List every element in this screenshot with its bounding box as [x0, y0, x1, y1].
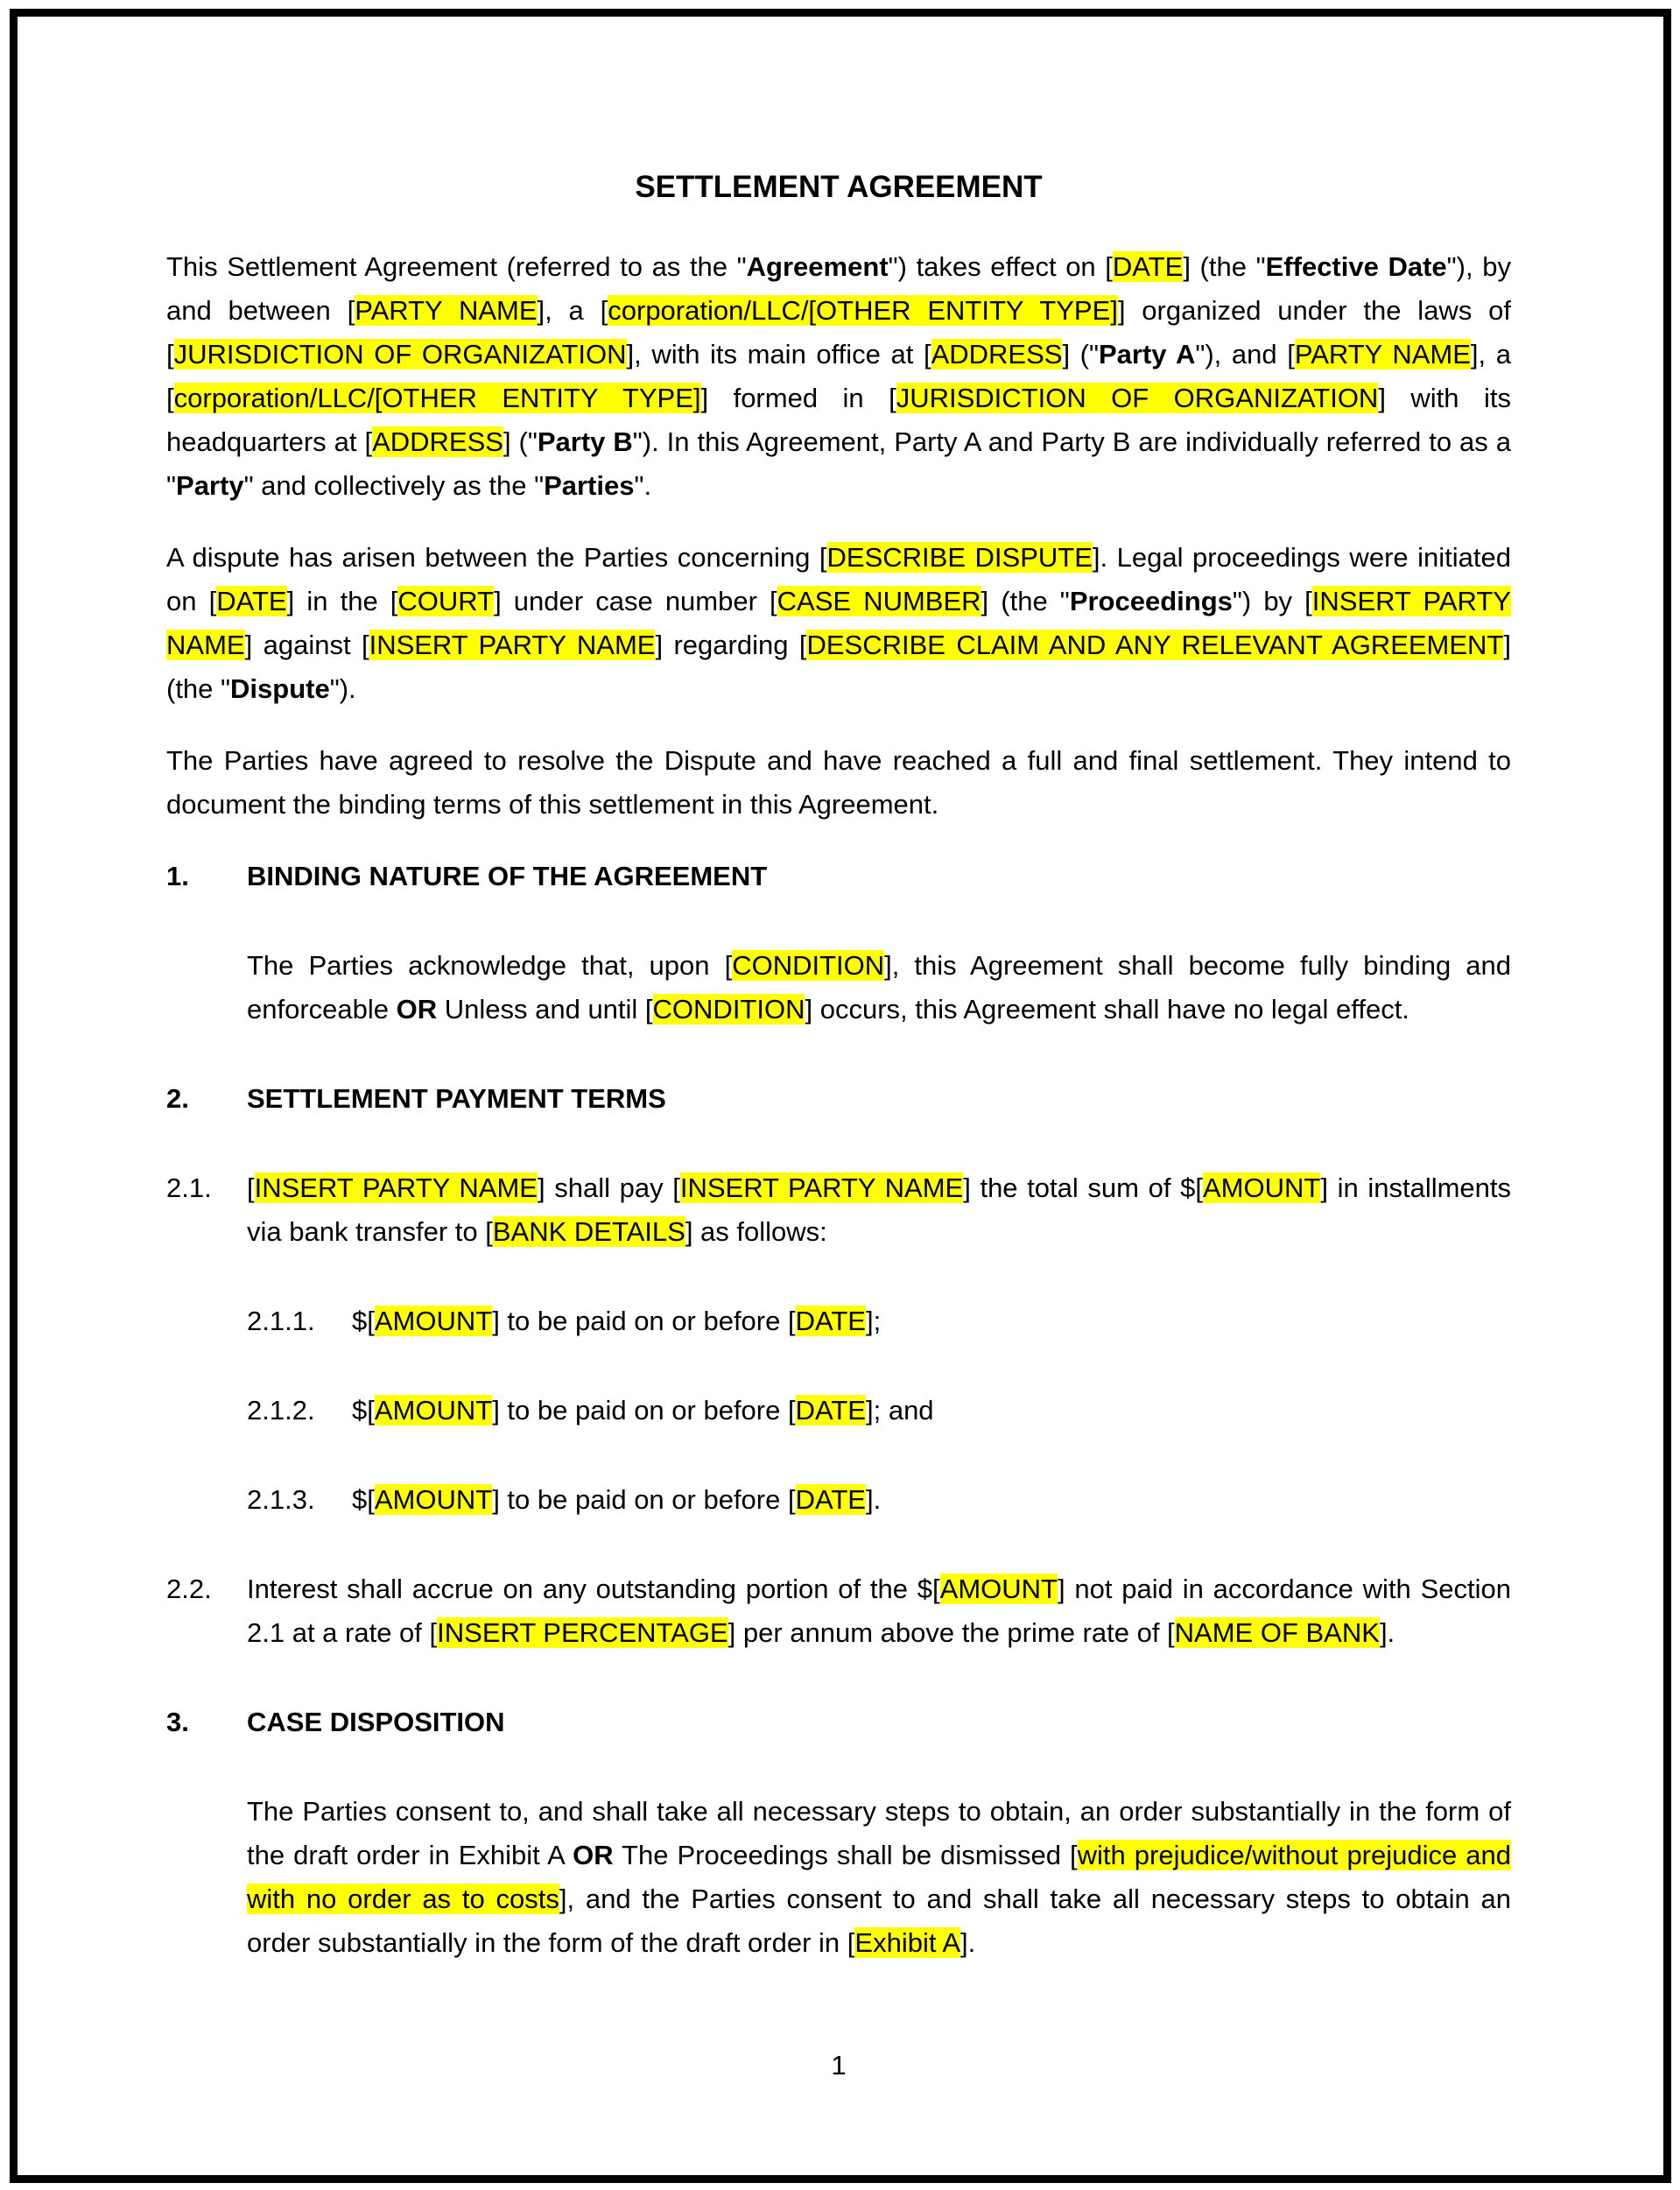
text-run: " and collectively as the " — [243, 470, 545, 501]
text-run: ] as follows: — [685, 1216, 827, 1247]
highlighted-placeholder: ADDRESS — [931, 339, 1063, 370]
highlighted-placeholder: INSERT PERCENTAGE — [437, 1617, 728, 1648]
text-run: The Proceedings shall be dismissed [ — [613, 1840, 1078, 1870]
text-run: ], a [ — [537, 295, 608, 326]
text-run: ]. — [865, 1484, 882, 1515]
text-run: ] to be paid on or before [ — [492, 1484, 796, 1515]
highlighted-placeholder: INSERT PARTY NAME — [254, 1172, 538, 1203]
page-number: 1 — [831, 2050, 847, 2081]
text-run: Party B — [537, 426, 633, 457]
text-run: ] to be paid on or before [ — [492, 1395, 796, 1426]
text-run: ] per annum above the prime rate of [ — [728, 1617, 1175, 1648]
text-run: ] in the [ — [286, 586, 398, 616]
paragraph-dispute-recital — [166, 536, 1511, 711]
highlighted-placeholder: DATE — [795, 1306, 866, 1336]
highlighted-placeholder: AMOUNT — [374, 1484, 493, 1515]
clause-2-2-number: 2.2. — [166, 1574, 212, 1604]
highlighted-placeholder: AMOUNT — [374, 1395, 493, 1426]
highlighted-placeholder: PARTY NAME — [1294, 339, 1471, 370]
clause-2-1-2-number: 2.1.2. — [247, 1395, 315, 1426]
clause-2-1-2-body — [352, 1389, 1511, 1433]
text-run: $[ — [352, 1395, 375, 1426]
clause-2-1-1-body — [352, 1299, 1511, 1343]
clause-2-1-3-body — [352, 1478, 1511, 1522]
text-run: "), and [ — [1195, 339, 1295, 370]
text-run: ] against [ — [244, 630, 369, 660]
highlighted-placeholder: corporation/LLC/[OTHER ENTITY TYPE] — [608, 295, 1118, 326]
text-run: "), by and between [ — [166, 251, 1511, 326]
section-3-heading — [166, 1701, 1511, 1744]
section-1-body — [247, 944, 1511, 1032]
highlighted-placeholder: NAME OF BANK — [1174, 1617, 1380, 1648]
text-run: Unless and until [ — [437, 994, 653, 1025]
section-1-heading — [166, 855, 1511, 898]
clause-2-1-number: 2.1. — [166, 1172, 212, 1203]
document-title: SETTLEMENT AGREEMENT — [635, 170, 1043, 204]
highlighted-placeholder: JURISDICTION OF ORGANIZATION — [173, 339, 627, 370]
document-content — [166, 0, 1511, 2010]
text-run: ] organized under the laws of [ — [166, 295, 1511, 370]
text-run: The Parties acknowledge that, upon [ — [247, 950, 733, 981]
highlighted-placeholder: DATE — [216, 586, 287, 616]
text-run: This Settlement Agreement (referred to as the " — [166, 251, 747, 282]
text-run: ") by [ — [1232, 586, 1312, 616]
text-run: ]; — [865, 1306, 882, 1336]
text-run: A dispute has arisen between the Parties concerning [ — [166, 542, 827, 573]
highlighted-placeholder: INSERT PARTY NAME — [679, 1172, 964, 1203]
text-run: ]. — [960, 1927, 976, 1958]
clause-2-1-3-number: 2.1.3. — [247, 1484, 315, 1515]
section-3-body — [247, 1790, 1511, 1965]
text-run: The Parties have agreed to resolve the Dispute and have reached a full and final settlement. They intend to document the binding terms of this settlement in this Agreement. — [166, 745, 1511, 820]
text-run: Effective Date — [1265, 251, 1447, 282]
highlighted-placeholder: corporation/LLC/[OTHER ENTITY TYPE] — [173, 383, 701, 413]
text-run: The Parties consent to, and shall take all necessary steps to obtain, an order substantially in the form of the draft order in Exhibit A — [247, 1796, 1511, 1870]
text-run: ] not paid in accordance with Section 2.1 at a rate of [ — [247, 1574, 1511, 1648]
text-run: ]. — [1379, 1617, 1395, 1648]
text-run: ]. Legal proceedings were initiated on [ — [166, 542, 1511, 616]
text-run: Proceedings — [1069, 586, 1233, 616]
text-run: ". — [634, 470, 652, 501]
clause-2-2-body — [247, 1567, 1511, 1655]
highlighted-placeholder: CONDITION — [732, 950, 885, 981]
section-1-title: BINDING NATURE OF THE AGREEMENT — [247, 861, 768, 891]
highlighted-placeholder: BANK DETAILS — [492, 1216, 685, 1247]
text-run: Party — [176, 470, 244, 501]
text-run: ], this Agreement shall become fully binding and enforceable — [247, 950, 1511, 1025]
clause-2-1-2 — [247, 1389, 1511, 1433]
text-run: Party A — [1098, 339, 1196, 370]
text-run: ] (the " — [166, 630, 1511, 704]
text-run: $[ — [352, 1484, 375, 1515]
text-run: ] (" — [503, 426, 538, 457]
clause-2-2 — [166, 1567, 1511, 1655]
text-run: Interest shall accrue on any outstanding portion of the $[ — [247, 1574, 940, 1604]
section-2-title: SETTLEMENT PAYMENT TERMS — [247, 1083, 666, 1114]
text-run: ] shall pay [ — [537, 1172, 680, 1203]
section-3-title: CASE DISPOSITION — [247, 1707, 505, 1737]
highlighted-placeholder: AMOUNT — [939, 1574, 1058, 1604]
text-run: Dispute — [230, 673, 330, 704]
text-run: OR — [573, 1840, 614, 1870]
highlighted-placeholder: DATE — [795, 1484, 866, 1515]
text-run: ] with its headquarters at [ — [166, 383, 1511, 457]
text-run: ] (" — [1062, 339, 1099, 370]
clause-2-1 — [166, 1166, 1511, 1254]
highlighted-placeholder: CONDITION — [652, 994, 805, 1025]
text-run: "). — [329, 673, 356, 704]
clause-2-1-1-number: 2.1.1. — [247, 1306, 315, 1336]
text-run: ] the total sum of $[ — [963, 1172, 1203, 1203]
text-run: ]; and — [865, 1395, 934, 1426]
clause-2-1-3 — [247, 1478, 1511, 1522]
text-run: ], and the Parties consent to and shall take all necessary steps to obtain an order substantially in the form of the draft order in [ — [247, 1884, 1511, 1958]
highlighted-placeholder: Exhibit A — [854, 1927, 961, 1958]
text-run: ] regarding [ — [655, 630, 807, 660]
text-run: [ — [247, 1172, 255, 1203]
text-run: ") takes effect on [ — [888, 251, 1113, 282]
highlighted-placeholder: INSERT PARTY NAME — [166, 586, 1511, 660]
paragraph-settlement-intent — [166, 739, 1511, 827]
text-run: ] (the " — [1183, 251, 1266, 282]
highlighted-placeholder: DATE — [795, 1395, 866, 1426]
highlighted-placeholder: INSERT PARTY NAME — [369, 630, 656, 660]
highlighted-placeholder: with prejudice/without prejudice and with no order as to costs — [247, 1840, 1511, 1914]
clause-2-1-body — [247, 1166, 1511, 1254]
highlighted-placeholder: DESCRIBE CLAIM AND ANY RELEVANT AGREEMENT — [806, 630, 1504, 660]
highlighted-placeholder: PARTY NAME — [355, 295, 538, 326]
highlighted-placeholder: AMOUNT — [1202, 1172, 1321, 1203]
clause-2-1-1 — [247, 1299, 1511, 1343]
text-run: ], with its main office at [ — [626, 339, 931, 370]
text-run: ] occurs, this Agreement shall have no legal effect. — [805, 994, 1409, 1025]
text-run: ] (the " — [981, 586, 1070, 616]
highlighted-placeholder: AMOUNT — [374, 1306, 493, 1336]
section-2-heading — [166, 1077, 1511, 1121]
highlighted-placeholder: COURT — [397, 586, 495, 616]
highlighted-placeholder: CASE NUMBER — [777, 586, 981, 616]
text-run: $[ — [352, 1306, 375, 1336]
highlighted-placeholder: ADDRESS — [372, 426, 503, 457]
text-run: ] to be paid on or before [ — [492, 1306, 796, 1336]
highlighted-placeholder: DESCRIBE DISPUTE — [826, 542, 1093, 573]
text-run: ], a [ — [166, 339, 1511, 413]
section-2-number: 2. — [166, 1083, 189, 1114]
section-1-number: 1. — [166, 861, 189, 891]
paragraph-preamble — [166, 245, 1511, 508]
text-run: Parties — [544, 470, 635, 501]
text-run: ] under case number [ — [494, 586, 777, 616]
highlighted-placeholder: JURISDICTION OF ORGANIZATION — [896, 383, 1379, 413]
text-run: OR — [396, 994, 438, 1025]
text-run: ] in installments via bank transfer to [ — [247, 1172, 1512, 1247]
text-run: Agreement — [746, 251, 889, 282]
text-run: "). In this Agreement, Party A and Party B are individually referred to as a " — [166, 426, 1511, 501]
section-3-number: 3. — [166, 1707, 189, 1737]
text-run: ] formed in [ — [700, 383, 896, 413]
highlighted-placeholder: DATE — [1112, 251, 1184, 282]
